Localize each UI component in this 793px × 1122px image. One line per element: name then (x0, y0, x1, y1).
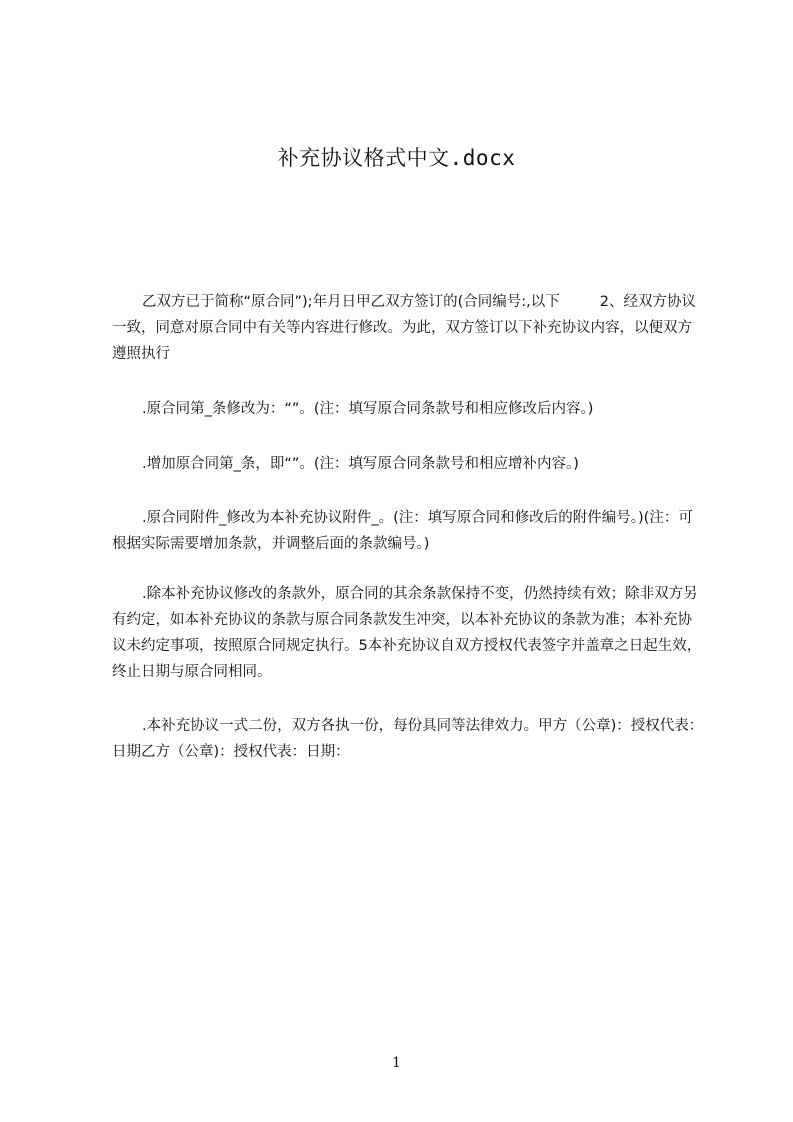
paragraph-intro (112, 289, 704, 367)
paragraph-clause-add (112, 451, 704, 477)
paragraph-intro-part1: 乙双方已于简称“原合同”);年月日甲乙双方签订的(合同编号:,以下 (142, 294, 560, 310)
paragraph-other-terms (112, 581, 704, 685)
paragraph-intro-part2: 2、经双方协议一致，同意对原合同中有关等内容进行修改。为此，双方签订以下补充协议内容，以便双方遵照执行 (112, 294, 696, 362)
page-number: 1 (392, 1055, 401, 1071)
paragraph-clause-modify-text: .原合同第_条修改为：“”。(注：填写原合同条款号和相应修改后内容。) (142, 401, 594, 417)
paragraph-signature (112, 713, 704, 765)
paragraph-other-terms-text: .除本补充协议修改的条款外，原合同的其余条款保持不变，仍然持续有效；除非双方另有约定，如本补充协议的条款与原合同条款发生冲突，以本补充协议的条款为准；本补充协议未约定事项，按照原合同规定执行。5本补充协议自双方授权代表签字并盖章之日起生效，终止日期与原合同相同。 (112, 586, 702, 680)
paragraph-attachment (112, 505, 704, 557)
paragraph-clause-modify (112, 396, 704, 422)
paragraph-signature-text: .本补充协议一式二份，双方各执一份，每份具同等法律效力。甲方（公章)：授权代表：日期乙方（公章)：授权代表：日期： (112, 718, 704, 760)
paragraph-attachment-text: .原合同附件_修改为本补充协议附件_。(注：填写原合同和修改后的附件编号。)(注：可根据实际需要增加条款，并调整后面的条款编号。) (112, 510, 693, 552)
document-title: 补充协议格式中文.docx (277, 146, 516, 170)
paragraph-clause-add-text: .增加原合同第_条，即“”。(注：填写原合同条款号和相应增补内容。) (142, 456, 579, 472)
